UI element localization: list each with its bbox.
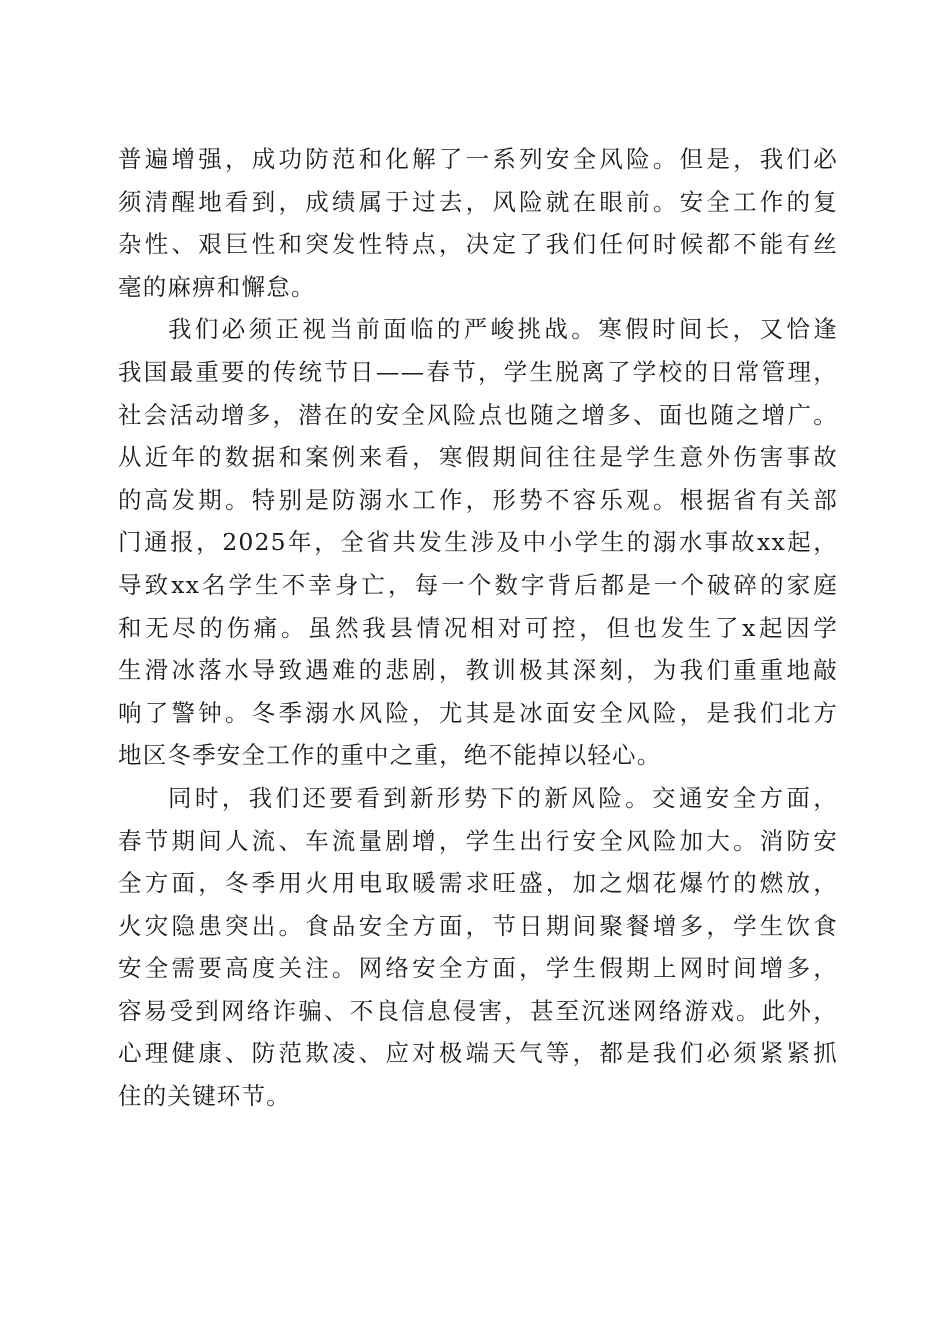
text-line: 我们必须正视当前面临的严峻挑战。寒假时间长，又恰逢: [168, 315, 838, 344]
text-line: 心理健康、防范欺凌、应对极端天气等，都是我们必须紧紧抓: [118, 1039, 838, 1068]
text-line: 毫的麻痹和懈怠。: [118, 272, 316, 301]
text-line: 住的关键环节。: [118, 1082, 291, 1111]
text-line: 全方面，冬季用火用电取暖需求旺盛，加之烟花爆竹的燃放，: [118, 869, 838, 898]
text-line: 火灾隐患突出。食品安全方面，节日期间聚餐增多，学生饮食: [118, 911, 838, 940]
paragraph-3: [118, 777, 838, 1118]
paragraph-2: [118, 308, 838, 777]
paragraph-1: [118, 138, 838, 308]
text-line: 春节期间人流、车流量剧增，学生出行安全风险加大。消防安: [118, 826, 838, 855]
text-line: 的高发期。特别是防溺水工作，形势不容乐观。根据省有关部: [118, 485, 838, 514]
text-line: 安全需要高度关注。网络安全方面，学生假期上网时间增多，: [118, 954, 838, 983]
text-line: 社会活动增多，潜在的安全风险点也随之增多、面也随之增广。: [118, 400, 838, 429]
text-line: 地区冬季安全工作的重中之重，绝不能掉以轻心。: [118, 741, 662, 770]
text-line: 从近年的数据和案例来看，寒假期间往往是学生意外伤害事故: [118, 443, 838, 472]
text-line: 同时，我们还要看到新形势下的新风险。交通安全方面，: [168, 783, 838, 812]
text-line: 容易受到网络诈骗、不良信息侵害，甚至沉迷网络游戏。此外，: [118, 996, 838, 1025]
text-line: 杂性、艰巨性和突发性特点，决定了我们任何时候都不能有丝: [118, 230, 838, 259]
text-line: 和无尽的伤痛。虽然我县情况相对可控，但也发生了x起因学: [118, 613, 838, 642]
text-line: 门通报，2025年，全省共发生涉及中小学生的溺水事故xx起，: [118, 528, 838, 557]
text-line: 导致xx名学生不幸身亡，每一个数字背后都是一个破碎的家庭: [118, 570, 838, 599]
document-body: [118, 138, 838, 1118]
text-line: 我国最重要的传统节日——春节，学生脱离了学校的日常管理，: [118, 357, 838, 386]
text-line: 须清醒地看到，成绩属于过去，风险就在眼前。安全工作的复: [118, 187, 838, 216]
text-line: 生滑冰落水导致遇难的悲剧，教训极其深刻，为我们重重地敲: [118, 656, 838, 685]
text-line: 普遍增强，成功防范和化解了一系列安全风险。但是，我们必: [118, 145, 838, 173]
text-line: 响了警钟。冬季溺水风险，尤其是冰面安全风险，是我们北方: [118, 698, 838, 727]
